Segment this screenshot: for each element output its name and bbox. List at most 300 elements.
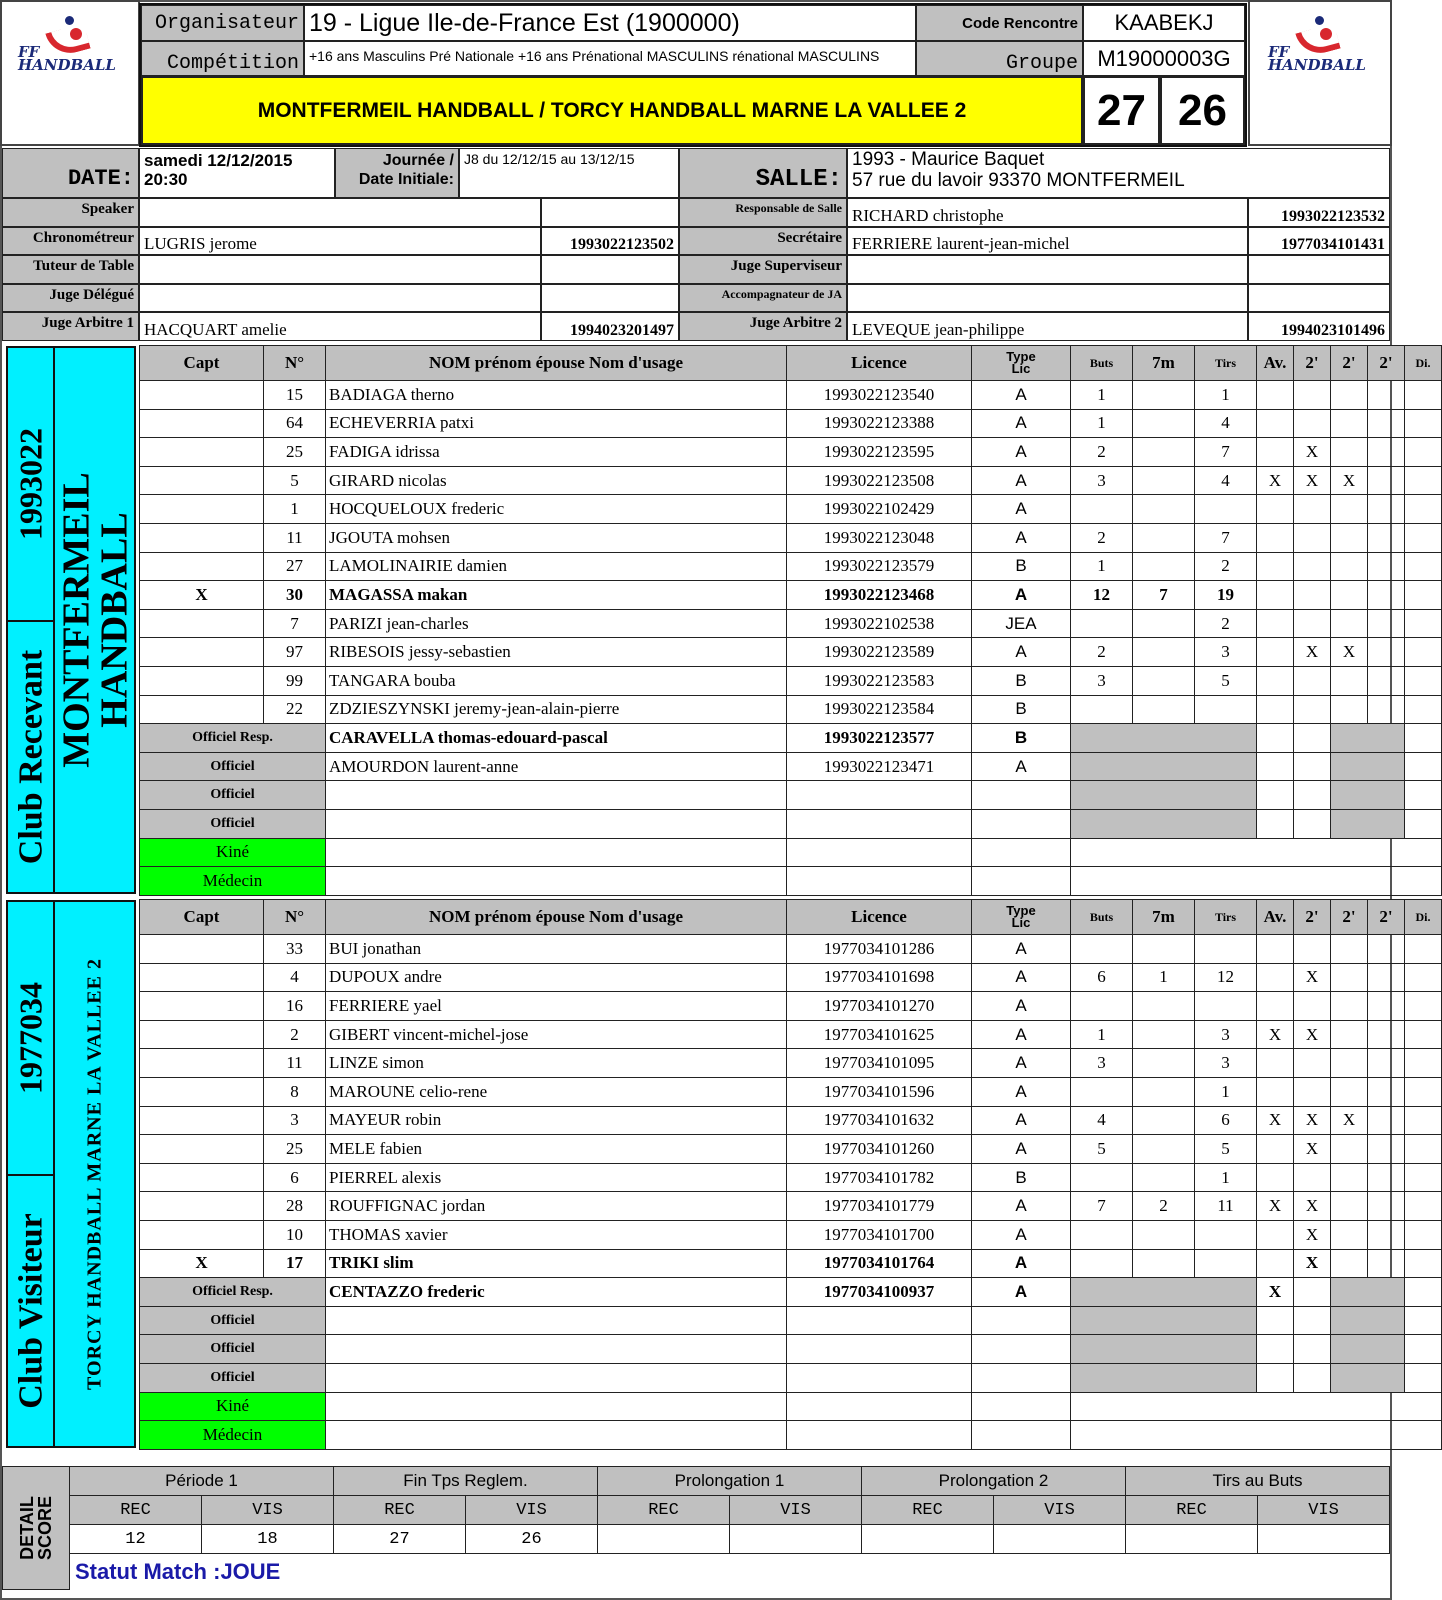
player-7m — [1133, 666, 1195, 695]
player-type: A — [972, 992, 1071, 1021]
player-licence: 1977034101632 — [787, 1106, 972, 1135]
official-row[interactable] — [140, 1363, 1442, 1392]
player-2min-1 — [1294, 1077, 1331, 1106]
official-role: Officiel — [140, 1306, 326, 1335]
player-av — [1257, 1220, 1294, 1249]
medical-role: Médecin — [140, 867, 326, 896]
player-7m: 1 — [1133, 963, 1195, 992]
official-type: A — [972, 752, 1071, 781]
official-name: AMOURDON laurent-anne — [326, 752, 787, 781]
official-row[interactable] — [140, 809, 1442, 838]
player-2min-2 — [1331, 1077, 1368, 1106]
salle-label: SALLE: — [679, 148, 847, 198]
away-roster-table — [139, 899, 1442, 1450]
player-2min-1: X — [1294, 1106, 1331, 1135]
col-2min-1: 2' — [1294, 900, 1331, 935]
vis-score — [994, 1525, 1126, 1554]
medical-name — [326, 867, 787, 896]
player-tirs: 5 — [1195, 666, 1257, 695]
official-row[interactable] — [140, 1306, 1442, 1335]
official-name — [326, 809, 787, 838]
col-type — [972, 346, 1071, 381]
organisateur-label: Organisateur — [141, 5, 304, 41]
player-di — [1405, 1220, 1442, 1249]
player-capt — [140, 1106, 264, 1135]
empty-cell — [1071, 1421, 1442, 1450]
official-di — [1405, 1278, 1442, 1307]
score-home: 27 — [1083, 76, 1160, 145]
player-7m — [1133, 381, 1195, 410]
player-2min-3 — [1368, 695, 1405, 724]
player-buts — [1071, 609, 1133, 638]
official-di — [1405, 724, 1442, 753]
player-capt — [140, 1220, 264, 1249]
player-row[interactable] — [140, 1163, 1442, 1192]
player-av — [1257, 666, 1294, 695]
medical-name — [326, 838, 787, 867]
player-2min-3 — [1368, 381, 1405, 410]
medical-name — [326, 1421, 787, 1450]
empty-cell — [1071, 867, 1442, 896]
official-licence — [787, 781, 972, 810]
player-di — [1405, 523, 1442, 552]
home-roster-table — [139, 345, 1442, 896]
official-2min — [1294, 724, 1331, 753]
player-row[interactable] — [140, 1020, 1442, 1049]
player-type: A — [972, 495, 1071, 524]
rec-score — [598, 1525, 730, 1554]
away-club-name: TORCY HANDBALL MARNE LA VALLEE 2 — [83, 958, 105, 1390]
official-name: LUGRIS jerome — [139, 227, 541, 256]
official-name — [139, 198, 541, 227]
player-av — [1257, 381, 1294, 410]
player-capt — [140, 1077, 264, 1106]
official-name — [326, 1335, 787, 1364]
player-2min-2 — [1331, 963, 1368, 992]
player-di — [1405, 1135, 1442, 1164]
player-row[interactable] — [140, 381, 1442, 410]
official-licence: 1994023101496 — [1248, 312, 1390, 341]
player-av — [1257, 495, 1294, 524]
official-row[interactable] — [140, 1335, 1442, 1364]
rec-score: 12 — [70, 1525, 202, 1554]
col-type-2: Lic — [1011, 915, 1031, 930]
player-tirs — [1195, 695, 1257, 724]
period-label: Période 1 — [70, 1467, 334, 1496]
medical-licence — [787, 867, 972, 896]
official-av: X — [1257, 1278, 1294, 1307]
player-capt — [140, 466, 264, 495]
player-av — [1257, 581, 1294, 610]
player-buts — [1071, 695, 1133, 724]
player-2min-1 — [1294, 581, 1331, 610]
player-di — [1405, 1049, 1442, 1078]
player-row[interactable] — [140, 638, 1442, 667]
groupe-value: M19000003G — [1083, 41, 1245, 76]
player-type: A — [972, 1106, 1071, 1135]
code-rencontre-label: Code Rencontre — [916, 5, 1083, 41]
player-2min-1: X — [1294, 1249, 1331, 1278]
player-2min-3 — [1368, 1163, 1405, 1192]
medical-licence — [787, 838, 972, 867]
official-av — [1257, 724, 1294, 753]
home-club-panel — [6, 346, 136, 894]
official-name — [326, 1363, 787, 1392]
official-name — [326, 781, 787, 810]
away-code-region — [8, 902, 53, 1174]
col-2min-3: 2' — [1368, 346, 1405, 381]
medical-row[interactable] — [140, 867, 1442, 896]
time-text: 20:30 — [144, 170, 188, 189]
col-2min-1: 2' — [1294, 346, 1331, 381]
home-club-name-2: HANDBALL — [92, 512, 135, 728]
official-name: CENTAZZO frederic — [326, 1278, 787, 1307]
player-di — [1405, 1020, 1442, 1049]
official-licence: 1993022123577 — [787, 724, 972, 753]
official-type — [972, 809, 1071, 838]
player-tirs: 11 — [1195, 1192, 1257, 1221]
player-row[interactable] — [140, 609, 1442, 638]
player-2min-2 — [1331, 1020, 1368, 1049]
player-name: MELE fabien — [326, 1135, 787, 1164]
player-tirs: 3 — [1195, 638, 1257, 667]
official-name — [847, 255, 1248, 284]
rec-label: REC — [70, 1496, 202, 1525]
competition-label: Compétition — [141, 41, 304, 76]
player-type: A — [972, 1049, 1071, 1078]
player-row[interactable] — [140, 666, 1442, 695]
vis-label: VIS — [994, 1496, 1126, 1525]
player-di — [1405, 409, 1442, 438]
player-7m — [1133, 495, 1195, 524]
player-licence: 1977034101782 — [787, 1163, 972, 1192]
competition-value: +16 ans Masculins Pré Nationale +16 ans Prénational MASCULINS rénational MASCULINS — [304, 41, 916, 76]
player-row[interactable] — [140, 409, 1442, 438]
player-capt — [140, 609, 264, 638]
player-buts: 1 — [1071, 552, 1133, 581]
player-name: GIRARD nicolas — [326, 466, 787, 495]
player-2min-2 — [1331, 1135, 1368, 1164]
vis-label: VIS — [466, 1496, 598, 1525]
player-row[interactable] — [140, 963, 1442, 992]
medical-row[interactable] — [140, 1392, 1442, 1421]
player-di — [1405, 1077, 1442, 1106]
official-role: Officiel — [140, 752, 326, 781]
official-licence — [541, 255, 679, 284]
player-7m — [1133, 523, 1195, 552]
player-name: ECHEVERRIA patxi — [326, 409, 787, 438]
player-number: 11 — [264, 523, 326, 552]
medical-type — [972, 1392, 1071, 1421]
official-name: CARAVELLA thomas-edouard-pascal — [326, 724, 787, 753]
player-av — [1257, 1135, 1294, 1164]
player-capt — [140, 963, 264, 992]
player-capt — [140, 638, 264, 667]
empty-cell — [1071, 838, 1442, 867]
col-tirs: Tirs — [1195, 900, 1257, 935]
official-av — [1257, 809, 1294, 838]
player-2min-1 — [1294, 552, 1331, 581]
player-row[interactable] — [140, 1049, 1442, 1078]
score-detail-table — [69, 1466, 1390, 1554]
player-2min-2 — [1331, 581, 1368, 610]
official-di — [1405, 781, 1442, 810]
col-num: N° — [264, 900, 326, 935]
salle-value — [847, 148, 1390, 198]
player-capt: X — [140, 581, 264, 610]
player-type: A — [972, 581, 1071, 610]
player-number: 1 — [264, 495, 326, 524]
player-capt — [140, 935, 264, 964]
player-number: 5 — [264, 466, 326, 495]
medical-row[interactable] — [140, 1421, 1442, 1450]
home-name-region — [55, 348, 134, 892]
home-side-region — [8, 622, 53, 892]
player-number: 25 — [264, 438, 326, 467]
player-buts: 3 — [1071, 1049, 1133, 1078]
player-av — [1257, 963, 1294, 992]
player-buts: 2 — [1071, 638, 1133, 667]
medical-type — [972, 838, 1071, 867]
match-status: Statut Match :JOUE — [75, 1559, 281, 1584]
col-di: Di. — [1405, 346, 1442, 381]
organisateur-value: 19 - Ligue Ile-de-France Est (1900000) — [304, 5, 916, 41]
player-row[interactable] — [140, 581, 1442, 610]
official-licence — [541, 198, 679, 227]
player-av — [1257, 409, 1294, 438]
player-number: 6 — [264, 1163, 326, 1192]
official-name — [326, 1306, 787, 1335]
vis-score — [1258, 1525, 1390, 1554]
player-2min-1: X — [1294, 963, 1331, 992]
period-label: Prolongation 2 — [862, 1467, 1126, 1496]
player-buts — [1071, 1249, 1133, 1278]
official-type: A — [972, 1278, 1071, 1307]
player-buts: 5 — [1071, 1135, 1133, 1164]
player-row[interactable] — [140, 1106, 1442, 1135]
player-licence: 1977034101095 — [787, 1049, 972, 1078]
player-7m — [1133, 695, 1195, 724]
player-name: TANGARA bouba — [326, 666, 787, 695]
player-av: X — [1257, 1020, 1294, 1049]
shaded-cell — [1331, 1306, 1405, 1335]
player-licence: 1977034101596 — [787, 1077, 972, 1106]
official-name — [139, 255, 541, 284]
vis-score: 18 — [202, 1525, 334, 1554]
player-name: PARIZI jean-charles — [326, 609, 787, 638]
player-capt — [140, 552, 264, 581]
player-name: FADIGA idrissa — [326, 438, 787, 467]
player-row[interactable] — [140, 1077, 1442, 1106]
player-2min-3 — [1368, 638, 1405, 667]
player-type: A — [972, 935, 1071, 964]
player-capt — [140, 409, 264, 438]
player-number: 2 — [264, 1020, 326, 1049]
home-club-code: 1993022 — [12, 428, 48, 540]
player-capt — [140, 495, 264, 524]
player-type: A — [972, 1192, 1071, 1221]
official-row[interactable] — [140, 1278, 1442, 1307]
official-di — [1405, 1335, 1442, 1364]
player-type: B — [972, 552, 1071, 581]
player-2min-2 — [1331, 552, 1368, 581]
player-2min-3 — [1368, 409, 1405, 438]
player-number: 64 — [264, 409, 326, 438]
player-number: 7 — [264, 609, 326, 638]
player-row[interactable] — [140, 1135, 1442, 1164]
official-av — [1257, 1363, 1294, 1392]
official-type: B — [972, 724, 1071, 753]
player-2min-2 — [1331, 695, 1368, 724]
vis-score — [730, 1525, 862, 1554]
player-2min-3 — [1368, 1249, 1405, 1278]
player-name: ZDZIESZYNSKI jeremy-jean-alain-pierre — [326, 695, 787, 724]
player-row[interactable] — [140, 438, 1442, 467]
official-2min — [1294, 1306, 1331, 1335]
player-7m: 2 — [1133, 1192, 1195, 1221]
player-tirs: 4 — [1195, 466, 1257, 495]
player-buts: 7 — [1071, 1192, 1133, 1221]
player-number: 8 — [264, 1077, 326, 1106]
player-row[interactable] — [140, 552, 1442, 581]
player-2min-1: X — [1294, 1020, 1331, 1049]
rec-score — [862, 1525, 994, 1554]
player-tirs — [1195, 992, 1257, 1021]
player-2min-3 — [1368, 935, 1405, 964]
player-av — [1257, 1249, 1294, 1278]
player-capt — [140, 1192, 264, 1221]
col-av: Av. — [1257, 900, 1294, 935]
player-row[interactable] — [140, 523, 1442, 552]
player-7m — [1133, 552, 1195, 581]
journee-label-2: Date Initiale: — [358, 171, 454, 188]
official-di — [1405, 1363, 1442, 1392]
official-licence: 1977034101431 — [1248, 227, 1390, 256]
player-7m — [1133, 1220, 1195, 1249]
player-name: JGOUTA mohsen — [326, 523, 787, 552]
player-row[interactable] — [140, 495, 1442, 524]
rec-label: REC — [862, 1496, 994, 1525]
player-av — [1257, 1077, 1294, 1106]
official-row[interactable] — [140, 752, 1442, 781]
player-7m — [1133, 992, 1195, 1021]
player-av — [1257, 1163, 1294, 1192]
player-row[interactable] — [140, 992, 1442, 1021]
detail-score-label-box — [2, 1466, 70, 1590]
player-capt — [140, 1163, 264, 1192]
player-2min-3 — [1368, 1049, 1405, 1078]
medical-row[interactable] — [140, 838, 1442, 867]
player-row[interactable] — [140, 695, 1442, 724]
home-club-name — [55, 350, 134, 890]
player-name: LAMOLINAIRIE damien — [326, 552, 787, 581]
score-label: SCORE — [35, 1496, 55, 1561]
medical-licence — [787, 1421, 972, 1450]
official-label: Tuteur de Table — [2, 255, 139, 284]
shaded-cell — [1331, 752, 1405, 781]
player-licence: 1993022123579 — [787, 552, 972, 581]
player-row[interactable] — [140, 466, 1442, 495]
player-name: THOMAS xavier — [326, 1220, 787, 1249]
player-row[interactable] — [140, 1249, 1442, 1278]
player-di — [1405, 935, 1442, 964]
player-name: DUPOUX andre — [326, 963, 787, 992]
player-type: A — [972, 1249, 1071, 1278]
player-type: B — [972, 695, 1071, 724]
player-buts: 2 — [1071, 523, 1133, 552]
official-label: Accompagnateur de JA — [679, 284, 847, 313]
official-role: Officiel — [140, 1335, 326, 1364]
player-av — [1257, 638, 1294, 667]
official-2min — [1294, 1335, 1331, 1364]
player-buts: 4 — [1071, 1106, 1133, 1135]
col-tirs: Tirs — [1195, 346, 1257, 381]
official-name: RICHARD christophe — [847, 198, 1248, 227]
player-di — [1405, 609, 1442, 638]
col-di: Di. — [1405, 900, 1442, 935]
player-type: A — [972, 466, 1071, 495]
player-row[interactable] — [140, 1220, 1442, 1249]
player-buts: 1 — [1071, 1020, 1133, 1049]
official-2min — [1294, 1278, 1331, 1307]
player-2min-1 — [1294, 695, 1331, 724]
official-type — [972, 1335, 1071, 1364]
official-licence — [787, 809, 972, 838]
player-2min-3 — [1368, 523, 1405, 552]
player-7m — [1133, 1020, 1195, 1049]
official-2min — [1294, 1363, 1331, 1392]
journee-label — [335, 148, 459, 198]
col-7m: 7m — [1133, 346, 1195, 381]
detail-label: DETAIL — [17, 1496, 37, 1560]
player-name: BADIAGA therno — [326, 381, 787, 410]
home-code-region — [8, 348, 53, 620]
col-name: NOM prénom épouse Nom d'usage — [326, 346, 787, 381]
period-label: Prolongation 1 — [598, 1467, 862, 1496]
player-type: A — [972, 1135, 1071, 1164]
player-capt — [140, 695, 264, 724]
player-di — [1405, 581, 1442, 610]
player-row[interactable] — [140, 1192, 1442, 1221]
player-2min-2 — [1331, 438, 1368, 467]
player-2min-3 — [1368, 1220, 1405, 1249]
player-2min-1 — [1294, 523, 1331, 552]
player-tirs — [1195, 1220, 1257, 1249]
official-row[interactable] — [140, 724, 1442, 753]
official-licence: 1993022123471 — [787, 752, 972, 781]
player-2min-2 — [1331, 1192, 1368, 1221]
player-di — [1405, 495, 1442, 524]
official-licence: 1993022123502 — [541, 227, 679, 256]
player-buts — [1071, 992, 1133, 1021]
player-2min-2 — [1331, 495, 1368, 524]
player-row[interactable] — [140, 935, 1442, 964]
player-type: A — [972, 409, 1071, 438]
col-7m: 7m — [1133, 900, 1195, 935]
player-buts: 2 — [1071, 438, 1133, 467]
player-2min-3 — [1368, 963, 1405, 992]
player-2min-1: X — [1294, 438, 1331, 467]
player-type: A — [972, 381, 1071, 410]
official-row[interactable] — [140, 781, 1442, 810]
player-2min-1: X — [1294, 466, 1331, 495]
player-capt — [140, 1135, 264, 1164]
col-type — [972, 900, 1071, 935]
official-type — [972, 1306, 1071, 1335]
player-2min-3 — [1368, 666, 1405, 695]
player-av — [1257, 438, 1294, 467]
official-av — [1257, 1335, 1294, 1364]
